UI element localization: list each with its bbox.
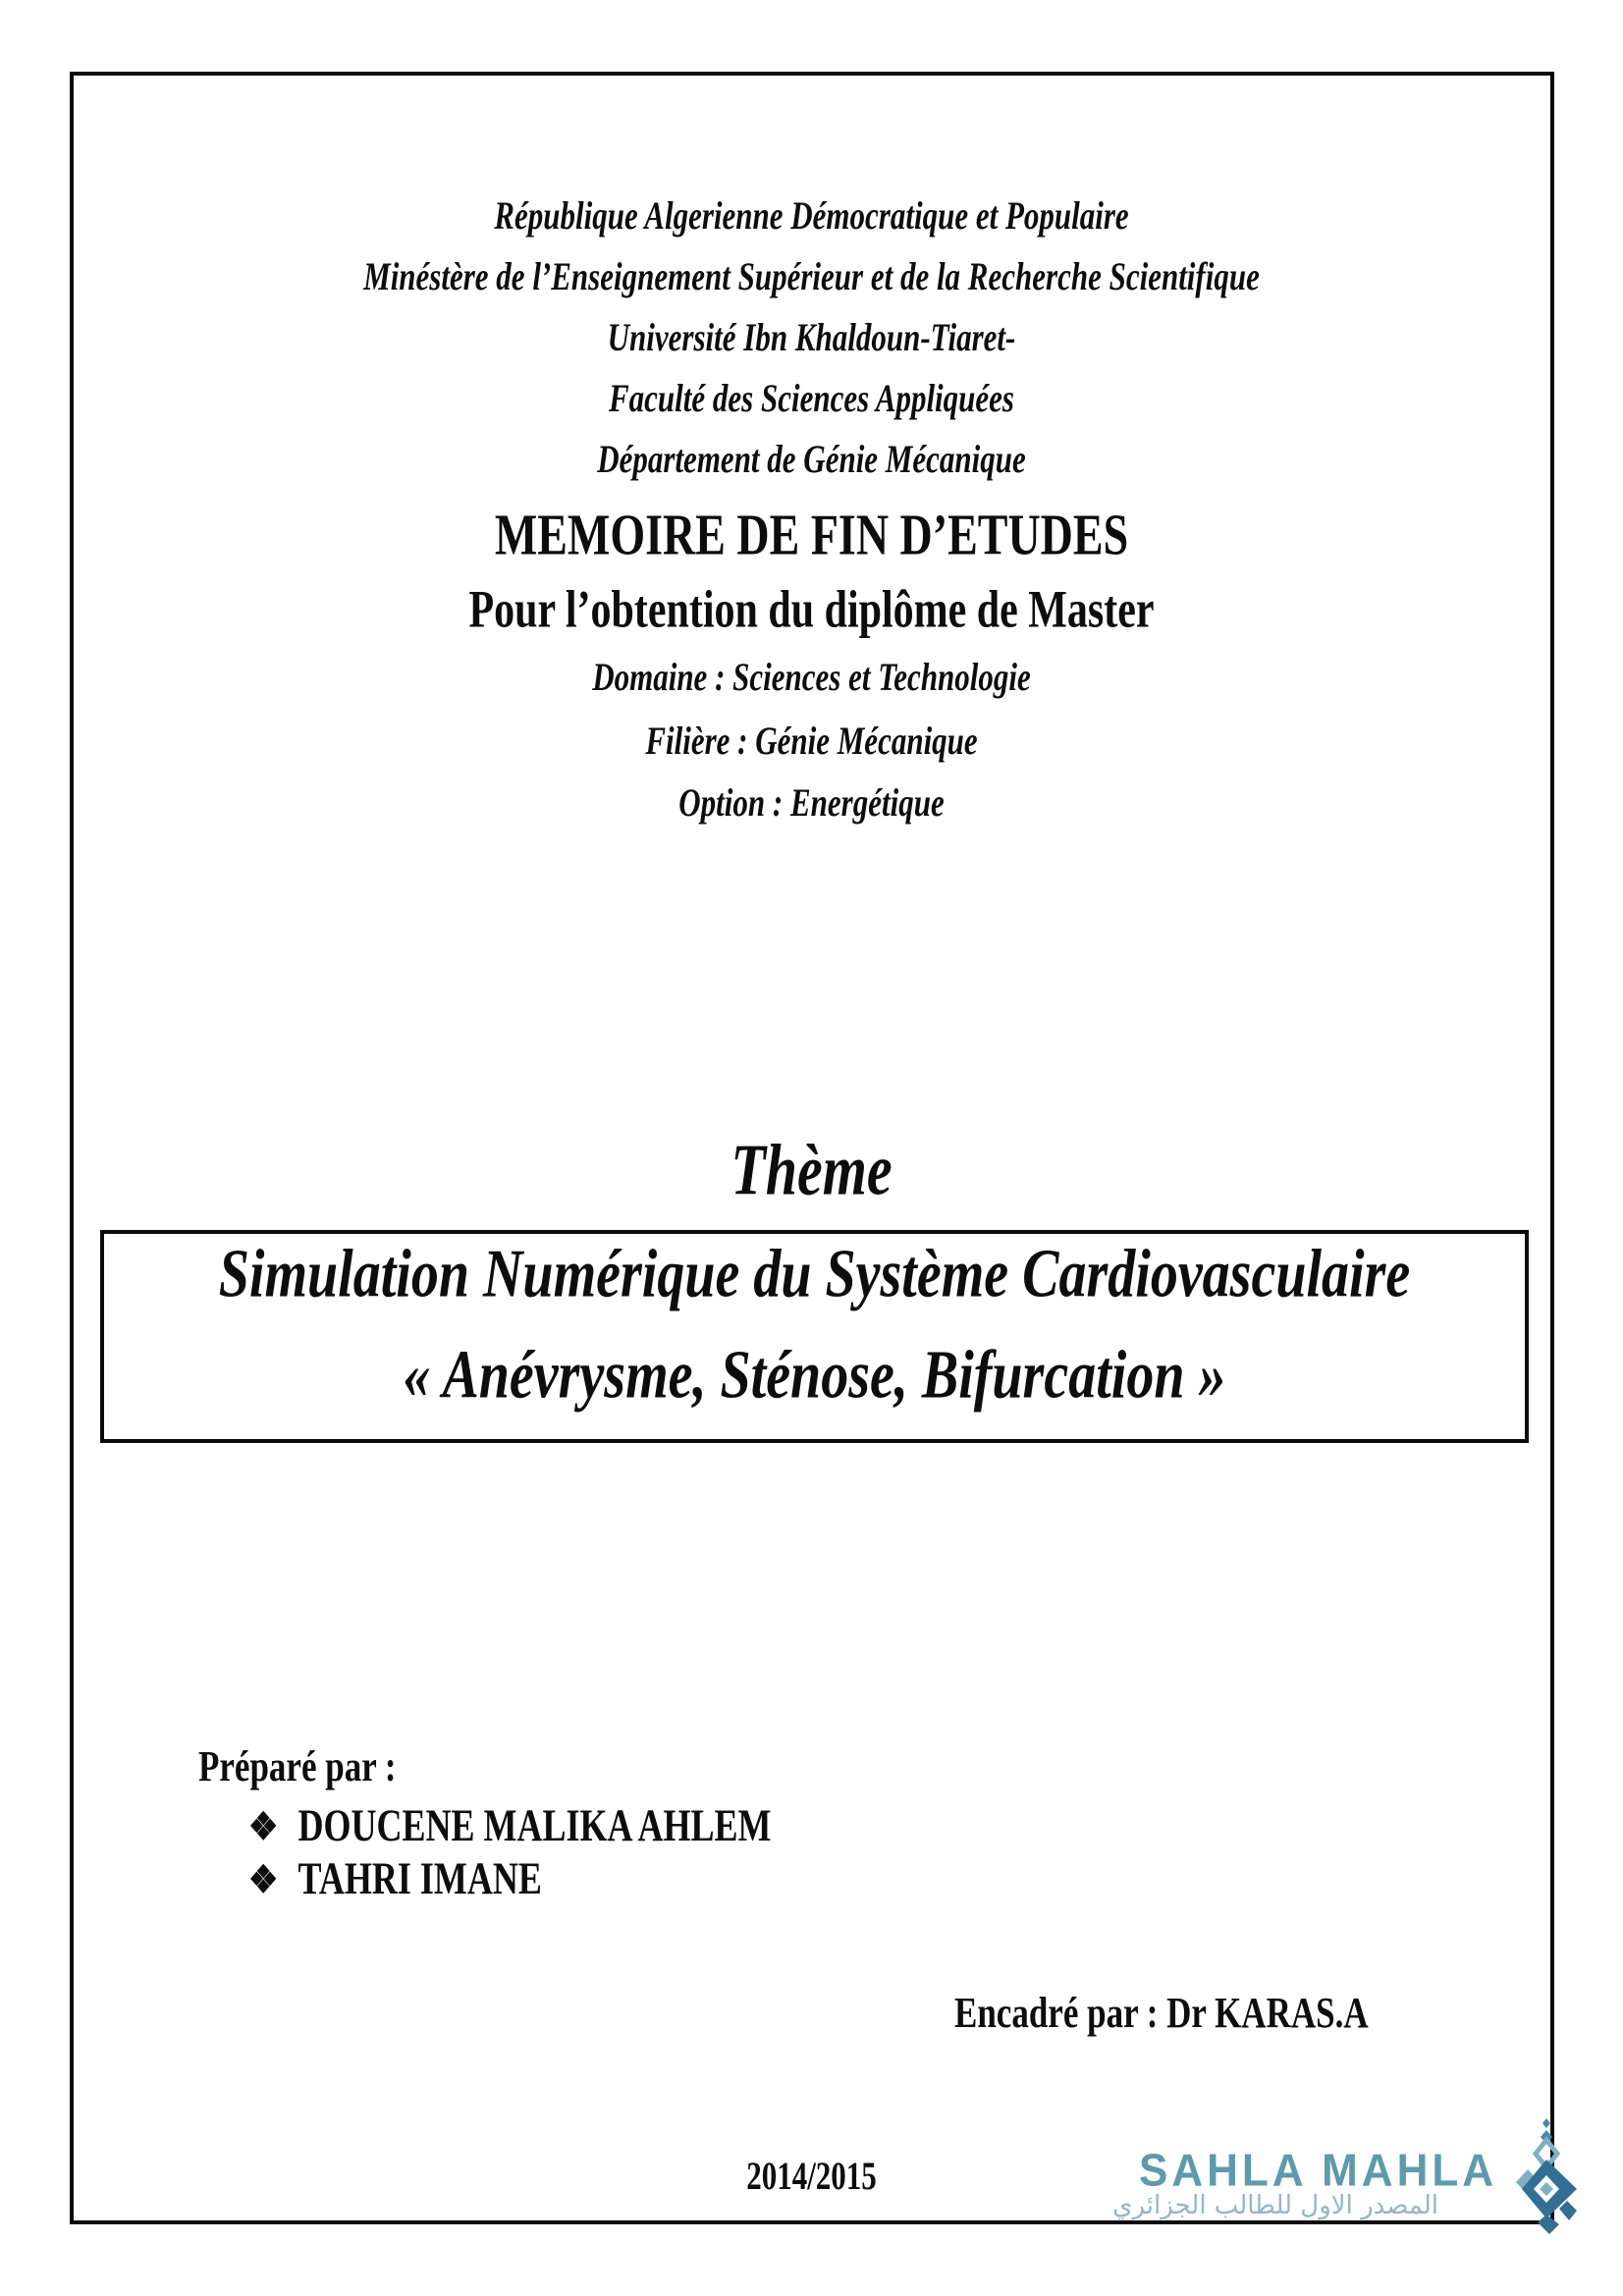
diamond-bullet-icon: ❖ — [248, 1859, 279, 1902]
student-name-1: DOUCENE MALIKA AHLEM — [298, 1800, 772, 1851]
header-line-republic: République Algerienne Démocratique et Populaire — [494, 193, 1129, 238]
program-domaine: Domaine : Sciences et Technologie — [592, 655, 1031, 699]
sahla-mahla-wordmark: SAHLA MAHLA — [1139, 2145, 1497, 2197]
student-name-2: TAHRI IMANE — [298, 1853, 542, 1904]
theme-title-box — [100, 1230, 1529, 1443]
sahla-mahla-emblem-icon — [1510, 2118, 1583, 2234]
supervisor-line: Encadré par : Dr KARAS.A — [954, 1988, 1369, 2038]
memoire-title: MEMOIRE DE FIN D’ETUDES — [494, 502, 1129, 567]
academic-year: 2014/2015 — [746, 2154, 877, 2198]
header-line-ministry: Minéstère de l’Enseignement Supérieur et de la Recherche Scientifique — [363, 254, 1260, 298]
theme-title-line2: « Anévrysme, Sténose, Bifurcation » — [403, 1337, 1226, 1414]
theme-title-line1: Simulation Numérique du Système Cardiovasculaire — [218, 1236, 1411, 1312]
theme-label: Thème — [730, 1128, 893, 1211]
program-filiere: Filière : Génie Mécanique — [645, 719, 978, 763]
student-row-1 — [248, 1799, 772, 1854]
program-option: Option : Energétique — [678, 780, 945, 825]
sahla-mahla-tagline: المصدر الاول للطالب الجزائري — [1112, 2191, 1438, 2220]
diamond-bullet-icon: ❖ — [248, 1806, 279, 1849]
prepared-by-label: Préparé par : — [198, 1741, 397, 1791]
header-line-university: Université Ibn Khaldoun-Tiaret- — [607, 315, 1016, 359]
student-row-2 — [248, 1852, 542, 1907]
header-line-faculty: Faculté des Sciences Appliquées — [608, 376, 1014, 420]
degree-line: Pour l’obtention du diplôme de Master — [468, 581, 1155, 640]
header-line-department: Département de Génie Mécanique — [597, 437, 1026, 481]
